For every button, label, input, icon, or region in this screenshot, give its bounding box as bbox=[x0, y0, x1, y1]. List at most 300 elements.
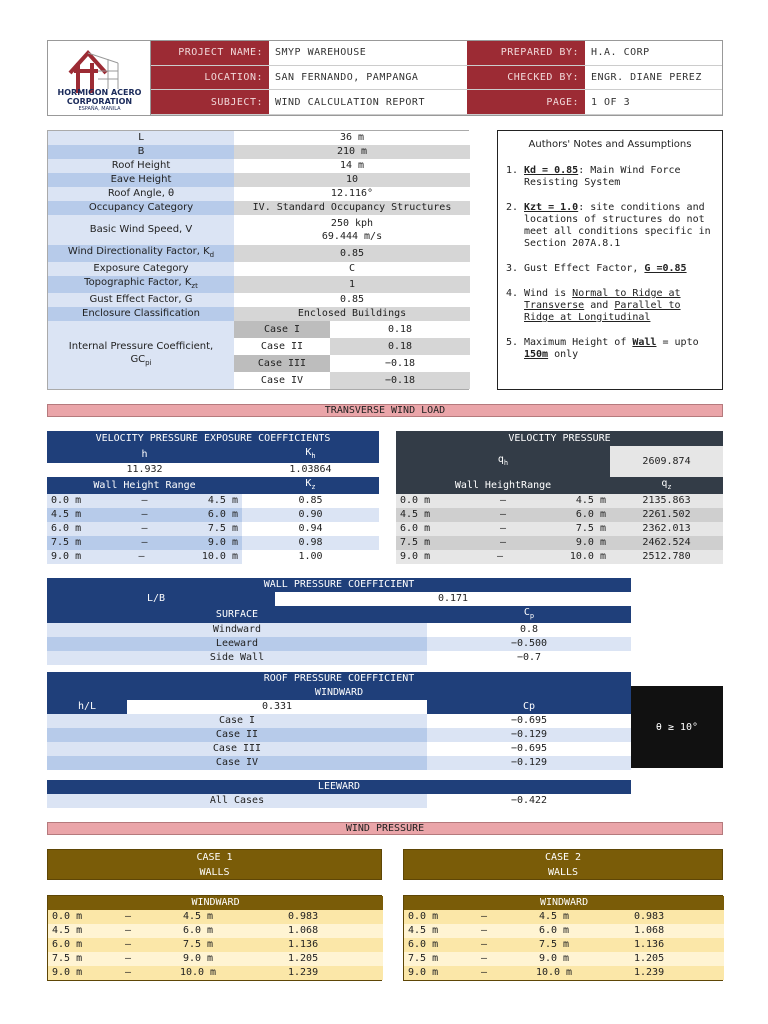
cp-symbol: C bbox=[523, 607, 530, 618]
range-to: 6.0 m bbox=[575, 509, 606, 520]
subject-label: SUBJECT: bbox=[151, 90, 269, 115]
table-row bbox=[48, 173, 470, 187]
table-row bbox=[48, 307, 470, 321]
report-header bbox=[47, 40, 723, 116]
pressure-value: 1.205 bbox=[248, 952, 383, 966]
range-from: 7.5 m bbox=[400, 537, 431, 548]
note-rest: : site conditions and locations of structures do not meet all conditions specific in Section 207A.8.1 bbox=[524, 202, 711, 249]
param-label: Exposure Category bbox=[48, 262, 234, 276]
header-grid bbox=[151, 41, 722, 115]
case-value: −0.18 bbox=[330, 355, 470, 372]
table-row bbox=[48, 131, 470, 145]
range-to: 4.5 m bbox=[575, 495, 606, 506]
surface-name: Windward bbox=[47, 623, 427, 637]
note-number: 1. bbox=[506, 165, 519, 176]
kz-value: 0.94 bbox=[242, 522, 379, 536]
range-dash: – bbox=[141, 509, 148, 520]
gcpi-label2 bbox=[52, 353, 230, 370]
table-title: ROOF PRESSURE COEFFICIENT bbox=[47, 672, 631, 686]
table-row bbox=[396, 446, 723, 477]
table-row bbox=[47, 672, 631, 686]
range-to: 7.5 m bbox=[207, 523, 238, 534]
range-to: 9.0 m bbox=[504, 952, 604, 966]
qh-symbol: q bbox=[497, 454, 504, 465]
case-value: 0.18 bbox=[330, 321, 470, 338]
param-label bbox=[48, 321, 234, 389]
range-dash: – bbox=[108, 938, 148, 952]
table-row bbox=[47, 477, 379, 494]
leeward-table bbox=[47, 780, 631, 808]
table-row bbox=[404, 938, 724, 952]
gcpi-label: Internal Pressure Coefficient, bbox=[68, 341, 214, 352]
table-row bbox=[47, 780, 631, 794]
range-from: 9.0 m bbox=[48, 966, 108, 980]
note-emphasis: 150m bbox=[524, 349, 549, 360]
table-row bbox=[47, 606, 631, 623]
range-cell bbox=[47, 494, 242, 508]
param-value: 10 bbox=[234, 173, 470, 187]
note-text bbox=[524, 288, 714, 324]
note-text bbox=[524, 202, 714, 250]
range-cell bbox=[47, 536, 242, 550]
range-from: 0.0 m bbox=[51, 495, 82, 506]
prepared-by-value: H.A. CORP bbox=[585, 41, 722, 66]
qz-value: 2462.524 bbox=[610, 536, 723, 550]
range-dash: – bbox=[499, 509, 507, 520]
cp-value: −0.695 bbox=[427, 742, 631, 756]
wall-pressure-coefficient-table bbox=[47, 578, 631, 665]
note-mid: = upto bbox=[656, 337, 699, 348]
wind-pressure-bar: WIND PRESSURE bbox=[47, 822, 723, 835]
table-row bbox=[48, 145, 470, 159]
table-row bbox=[48, 966, 383, 980]
range-dash: – bbox=[464, 924, 504, 938]
table-row bbox=[47, 508, 379, 522]
table-row bbox=[48, 215, 470, 245]
range-from: 6.0 m bbox=[404, 938, 464, 952]
table-row bbox=[48, 245, 470, 262]
note-item bbox=[506, 165, 714, 189]
pressure-value: 1.136 bbox=[604, 938, 724, 952]
table-title: WALL PRESSURE COEFFICIENT bbox=[47, 578, 631, 592]
range-cell bbox=[47, 550, 242, 564]
table-row bbox=[404, 896, 724, 910]
table-row bbox=[47, 794, 631, 808]
range-header: Wall HeightRange bbox=[396, 477, 610, 494]
table-row bbox=[48, 293, 470, 307]
velocity-pressure-table bbox=[396, 431, 723, 564]
range-cell bbox=[396, 522, 610, 536]
table-row bbox=[47, 550, 379, 564]
table-row bbox=[47, 756, 631, 770]
table-row bbox=[48, 159, 470, 173]
range-dash: – bbox=[108, 910, 148, 924]
range-from: 0.0 m bbox=[48, 910, 108, 924]
kh-header bbox=[242, 446, 379, 463]
param-label: Occupancy Category bbox=[48, 201, 234, 215]
case-label: Case I bbox=[234, 321, 330, 338]
company-logo bbox=[48, 41, 151, 115]
qz-sub: z bbox=[667, 483, 672, 491]
notes-list bbox=[506, 165, 714, 361]
param-label: Basic Wind Speed, V bbox=[48, 215, 234, 245]
range-to: 9.0 m bbox=[575, 537, 606, 548]
range-from: 6.0 m bbox=[48, 938, 108, 952]
range-dash: – bbox=[499, 537, 507, 548]
table-title: VELOCITY PRESSURE EXPOSURE COEFFICIENTS bbox=[47, 431, 379, 446]
pressure-value: 0.983 bbox=[248, 910, 383, 924]
param-label bbox=[48, 276, 234, 293]
project-name-label: PROJECT NAME: bbox=[151, 41, 269, 66]
range-cell bbox=[396, 508, 610, 522]
cp-value: −0.129 bbox=[427, 756, 631, 770]
kd-sub: d bbox=[209, 251, 215, 259]
note-emphasis: Kzt = 1.0 bbox=[524, 202, 579, 213]
kzt-label: Topographic Factor, K bbox=[84, 277, 192, 288]
range-from: 4.5 m bbox=[404, 924, 464, 938]
table-row bbox=[47, 651, 631, 665]
qz-symbol: q bbox=[661, 478, 668, 489]
hl-label: h/L bbox=[47, 700, 127, 714]
range-to: 6.0 m bbox=[148, 924, 248, 938]
range-to: 7.5 m bbox=[148, 938, 248, 952]
subject-value: WIND CALCULATION REPORT bbox=[269, 90, 467, 115]
note-emphasis: Kd = 0.85 bbox=[524, 165, 579, 176]
range-to: 9.0 m bbox=[148, 952, 248, 966]
lb-label: L/B bbox=[47, 592, 275, 606]
note-item bbox=[506, 337, 714, 361]
range-to: 9.0 m bbox=[207, 537, 238, 548]
pressure-value: 1.068 bbox=[248, 924, 383, 938]
table-row bbox=[47, 494, 379, 508]
qz-value: 2362.013 bbox=[610, 522, 723, 536]
note-text bbox=[524, 263, 687, 275]
note-underline: Wall bbox=[632, 337, 657, 348]
case2-title: CASE 2 bbox=[544, 852, 582, 863]
case-value: 0.18 bbox=[330, 338, 470, 355]
range-dash: – bbox=[496, 551, 503, 562]
note-item bbox=[506, 288, 714, 324]
qz-value: 2135.863 bbox=[610, 494, 723, 508]
param-value: 36 m bbox=[234, 131, 470, 145]
case1-header bbox=[47, 849, 382, 880]
range-dash: – bbox=[108, 952, 148, 966]
cp-value: −0.129 bbox=[427, 728, 631, 742]
kz-header bbox=[242, 477, 379, 494]
param-label: Enclosure Classification bbox=[48, 307, 234, 321]
range-dash: – bbox=[141, 495, 148, 506]
gcpi-symbol: GC bbox=[130, 354, 146, 365]
table-row bbox=[47, 623, 631, 637]
param-value: Enclosed Buildings bbox=[234, 307, 470, 321]
case1-subtitle: WALLS bbox=[199, 867, 230, 878]
surface-name: Side Wall bbox=[47, 651, 427, 665]
kzt-sub: zt bbox=[191, 282, 198, 290]
case-label: Case IV bbox=[234, 372, 330, 389]
table-row bbox=[47, 742, 631, 756]
range-from: 7.5 m bbox=[48, 952, 108, 966]
design-parameters-table bbox=[47, 130, 469, 390]
pressure-value: 1.239 bbox=[248, 966, 383, 980]
table-row bbox=[396, 550, 723, 564]
range-from: 9.0 m bbox=[400, 551, 431, 562]
pressure-value: 1.239 bbox=[604, 966, 724, 980]
kz-sub: z bbox=[311, 483, 316, 491]
table-row bbox=[47, 592, 631, 606]
transverse-wind-load-bar: TRANSVERSE WIND LOAD bbox=[47, 404, 723, 417]
kd-label: Wind Directionality Factor, K bbox=[67, 246, 210, 257]
qz-value: 2512.780 bbox=[610, 550, 723, 564]
case-label: Case III bbox=[234, 355, 330, 372]
velocity-pressure-exposure-table bbox=[47, 431, 379, 564]
gcpi-sub: pi bbox=[145, 359, 152, 367]
range-dash: – bbox=[499, 495, 507, 506]
range-to: 6.0 m bbox=[207, 509, 238, 520]
h-header: h bbox=[47, 446, 242, 463]
table-row bbox=[48, 924, 383, 938]
note-rest: only bbox=[548, 349, 579, 360]
wind-speed-kph: 250 kph bbox=[330, 218, 374, 229]
table-row bbox=[47, 446, 379, 463]
h-value: 11.932 bbox=[47, 463, 242, 477]
case-value: −0.18 bbox=[330, 372, 470, 389]
range-to: 7.5 m bbox=[575, 523, 606, 534]
table-row bbox=[396, 494, 723, 508]
param-value: 14 m bbox=[234, 159, 470, 173]
table-row bbox=[404, 966, 724, 980]
case1-title: CASE 1 bbox=[196, 852, 233, 863]
leeward-label: All Cases bbox=[47, 794, 427, 808]
range-dash: – bbox=[464, 966, 504, 980]
param-value: 12.116° bbox=[234, 187, 470, 201]
range-cell bbox=[47, 522, 242, 536]
note-underline: Normal to Ridge at Transverse bbox=[524, 288, 681, 311]
table-title: WINDWARD bbox=[48, 896, 383, 910]
checked-by-label: CHECKED BY: bbox=[467, 66, 585, 91]
note-number: 5. bbox=[506, 337, 519, 348]
table-row bbox=[47, 686, 631, 700]
table-row bbox=[48, 187, 470, 201]
pressure-value: 1.205 bbox=[604, 952, 724, 966]
roof-pressure-coefficient-table bbox=[47, 672, 631, 770]
range-dash: – bbox=[108, 966, 148, 980]
range-to: 10.0 m bbox=[201, 551, 238, 562]
table-row bbox=[404, 924, 724, 938]
range-from: 9.0 m bbox=[51, 551, 82, 562]
page-value: 1 OF 3 bbox=[585, 90, 722, 115]
table-subtitle: WINDWARD bbox=[47, 686, 631, 700]
table-row bbox=[396, 431, 723, 446]
param-label: Gust Effect Factor, G bbox=[48, 293, 234, 307]
table-row bbox=[396, 522, 723, 536]
cp-value: −0.695 bbox=[427, 714, 631, 728]
range-from: 6.0 m bbox=[400, 523, 431, 534]
note-pre: Wind is bbox=[524, 288, 573, 299]
table-row bbox=[396, 477, 723, 494]
checked-by-value: ENGR. DIANE PEREZ bbox=[585, 66, 722, 91]
authors-notes-box bbox=[497, 130, 723, 390]
surface-name: Leeward bbox=[47, 637, 427, 651]
param-value: IV. Standard Occupancy Structures bbox=[234, 201, 470, 215]
range-to: 10.0 m bbox=[569, 551, 606, 562]
location-label: LOCATION: bbox=[151, 66, 269, 91]
param-value: 0.85 bbox=[234, 245, 470, 262]
case2-subtitle: WALLS bbox=[547, 867, 579, 878]
table-row bbox=[47, 431, 379, 446]
note-underline: Parallel to Ridge at Longitudinal bbox=[524, 300, 681, 323]
table-row bbox=[48, 952, 383, 966]
leeward-value: −0.422 bbox=[427, 794, 631, 808]
range-to: 4.5 m bbox=[504, 910, 604, 924]
param-label bbox=[48, 245, 234, 262]
case-name: Case II bbox=[47, 728, 427, 742]
kz-symbol: K bbox=[305, 478, 312, 489]
company-name-line2: CORPORATION bbox=[66, 97, 133, 106]
range-cell bbox=[396, 536, 610, 550]
qz-value: 2261.502 bbox=[610, 508, 723, 522]
kz-value: 1.00 bbox=[242, 550, 379, 564]
case-name: Case I bbox=[47, 714, 427, 728]
range-dash: – bbox=[464, 910, 504, 924]
cp-value: −0.500 bbox=[427, 637, 631, 651]
range-dash: – bbox=[499, 523, 507, 534]
range-cell bbox=[396, 550, 610, 564]
table-row bbox=[47, 522, 379, 536]
range-from: 0.0 m bbox=[400, 495, 431, 506]
param-value: C bbox=[234, 262, 470, 276]
table-row bbox=[47, 728, 631, 742]
range-to: 10.0 m bbox=[148, 966, 248, 980]
param-label: Roof Angle, θ bbox=[48, 187, 234, 201]
table-row bbox=[47, 463, 379, 477]
param-value bbox=[234, 215, 470, 245]
case2-windward-table bbox=[403, 895, 723, 981]
param-label: L bbox=[48, 131, 234, 145]
range-to: 7.5 m bbox=[504, 938, 604, 952]
table-row bbox=[47, 700, 631, 714]
qh-sub: h bbox=[503, 459, 509, 467]
table-row bbox=[48, 896, 383, 910]
table-row bbox=[47, 578, 631, 592]
cp-value: −0.7 bbox=[427, 651, 631, 665]
note-item bbox=[506, 202, 714, 250]
table-row bbox=[396, 536, 723, 550]
range-from: 0.0 m bbox=[404, 910, 464, 924]
range-to: 10.0 m bbox=[504, 966, 604, 980]
range-from: 7.5 m bbox=[51, 537, 82, 548]
note-number: 2. bbox=[506, 202, 519, 213]
param-label: B bbox=[48, 145, 234, 159]
pressure-value: 1.136 bbox=[248, 938, 383, 952]
table-row bbox=[396, 508, 723, 522]
note-mid: and bbox=[584, 300, 615, 311]
param-value: 0.85 bbox=[234, 293, 470, 307]
project-name-value: SMYP WAREHOUSE bbox=[269, 41, 467, 66]
range-dash: – bbox=[141, 537, 148, 548]
range-from: 4.5 m bbox=[400, 509, 431, 520]
range-dash: – bbox=[464, 952, 504, 966]
kz-value: 0.85 bbox=[242, 494, 379, 508]
table-row bbox=[48, 276, 470, 293]
surface-header: SURFACE bbox=[47, 606, 427, 623]
table-row bbox=[48, 201, 470, 215]
table-row bbox=[404, 952, 724, 966]
kh-symbol: K bbox=[305, 447, 312, 458]
case-name: Case III bbox=[47, 742, 427, 756]
company-location: ESPAÑA, MANILA bbox=[78, 106, 121, 112]
param-label: Eave Height bbox=[48, 173, 234, 187]
range-from: 4.5 m bbox=[51, 509, 82, 520]
table-row bbox=[47, 637, 631, 651]
cp-header: Cp bbox=[427, 700, 631, 714]
lb-value: 0.171 bbox=[275, 592, 631, 606]
qh-value: 2609.874 bbox=[610, 446, 723, 477]
table-title: VELOCITY PRESSURE bbox=[396, 431, 723, 446]
case-name: Case IV bbox=[47, 756, 427, 770]
table-title: LEEWARD bbox=[47, 780, 631, 794]
range-from: 9.0 m bbox=[404, 966, 464, 980]
location-value: SAN FERNANDO, PAMPANGA bbox=[269, 66, 467, 91]
param-value: 1 bbox=[234, 276, 470, 293]
table-row bbox=[48, 262, 470, 276]
pressure-value: 0.983 bbox=[604, 910, 724, 924]
range-cell bbox=[396, 494, 610, 508]
cp-value: 0.8 bbox=[427, 623, 631, 637]
range-to: 6.0 m bbox=[504, 924, 604, 938]
range-from: 7.5 m bbox=[404, 952, 464, 966]
table-row bbox=[404, 910, 724, 924]
qh-header bbox=[396, 446, 610, 477]
range-dash: – bbox=[141, 523, 148, 534]
note-pre: Gust Effect Factor, bbox=[524, 263, 645, 274]
range-from: 4.5 m bbox=[48, 924, 108, 938]
table-row bbox=[48, 938, 383, 952]
company-name-line1: HORMIGON ACERO bbox=[57, 88, 142, 97]
wind-speed-ms: 69.444 m/s bbox=[321, 231, 383, 242]
case2-header bbox=[403, 849, 723, 880]
prepared-by-label: PREPARED BY: bbox=[467, 41, 585, 66]
notes-title: Authors' Notes and Assumptions bbox=[528, 139, 692, 150]
hl-value: 0.331 bbox=[127, 700, 427, 714]
range-to: 4.5 m bbox=[148, 910, 248, 924]
note-rest: : Main Wind Force Resisting System bbox=[524, 165, 681, 188]
note-item bbox=[506, 263, 714, 275]
note-number: 3. bbox=[506, 263, 519, 274]
table-row bbox=[47, 536, 379, 550]
table-row bbox=[48, 910, 383, 924]
case1-windward-table bbox=[47, 895, 382, 981]
page-label: PAGE: bbox=[467, 90, 585, 115]
range-cell bbox=[47, 508, 242, 522]
note-text bbox=[524, 165, 714, 189]
range-from: 6.0 m bbox=[51, 523, 82, 534]
roof-angle-condition: θ ≥ 10° bbox=[631, 686, 723, 768]
note-number: 4. bbox=[506, 288, 519, 299]
kh-sub: h bbox=[311, 452, 316, 460]
pressure-value: 1.068 bbox=[604, 924, 724, 938]
note-pre: Maximum Height of bbox=[524, 337, 633, 348]
table-row bbox=[48, 321, 470, 338]
param-value: 210 m bbox=[234, 145, 470, 159]
kz-value: 0.98 bbox=[242, 536, 379, 550]
kz-value: 0.90 bbox=[242, 508, 379, 522]
note-emphasis: G =0.85 bbox=[644, 263, 687, 274]
table-title: WINDWARD bbox=[404, 896, 724, 910]
cp-header bbox=[427, 606, 631, 623]
cp-sub: p bbox=[529, 612, 535, 620]
kh-value: 1.03864 bbox=[242, 463, 379, 477]
range-dash: – bbox=[108, 924, 148, 938]
